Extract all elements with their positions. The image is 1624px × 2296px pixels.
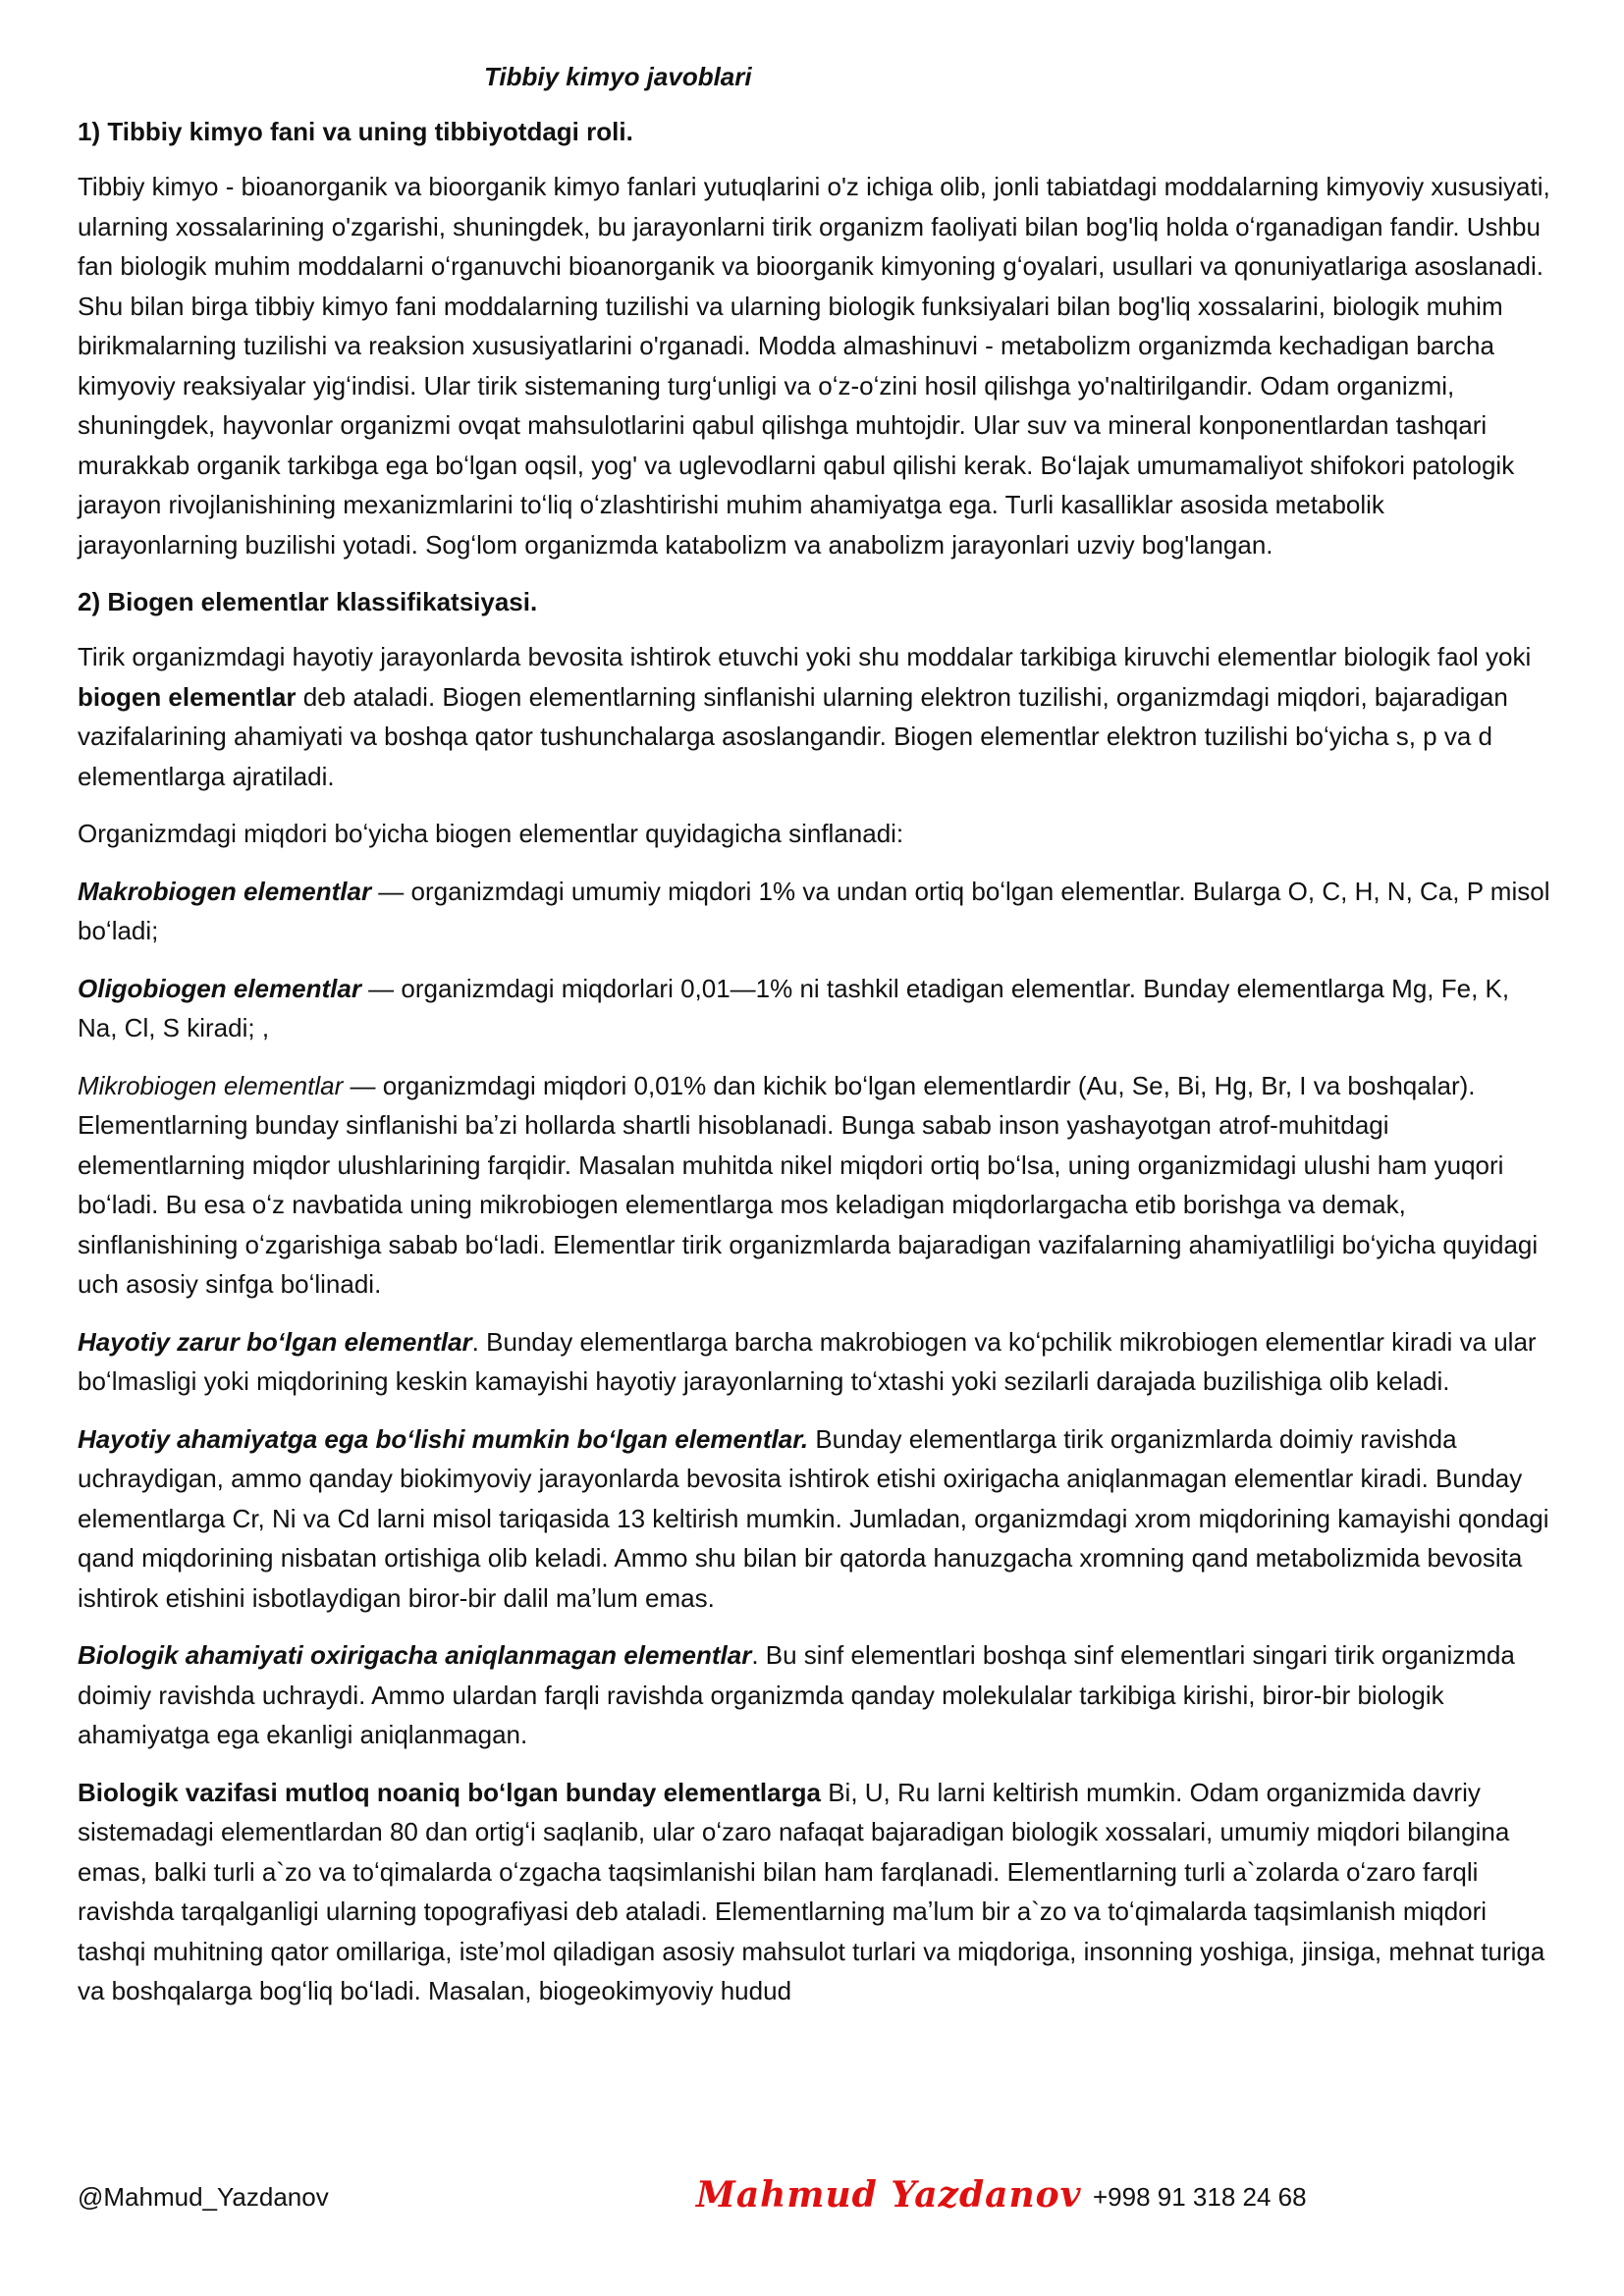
oligo-text: — organizmdagi miqdorlari 0,01—1% ni tashkil etadigan elementlar. Bunday elementlarga Mg, Fe, K, Na, Cl, S kiradi; , (78, 973, 1510, 1042)
unknown-term: Biologik ahamiyati oxirigacha aniqlanmagan elementlar (78, 1640, 752, 1670)
possible-term: Hayotiy ahamiyatga ega boʻlishi mumkin boʻlgan elementlar. (78, 1423, 809, 1454)
micro-paragraph (78, 1066, 1550, 1305)
footer-handle: @Mahmud_Yazdanov (78, 2182, 329, 2212)
unknown-paragraph (78, 1635, 1550, 1755)
macro-paragraph (78, 872, 1550, 951)
last-paragraph (78, 1773, 1550, 2011)
unknown-text: . Bu sinf elementlari boshqa sinf elementlari singari tirik organizmda doimiy ravishda uchraydi. Ammo ulardan farqli ravishda organizmda qanday molekulalar tarkibiga kirishi, biror-bir biologik ahamiyatga ega ekanligi aniqlanmagan. (78, 1640, 1515, 1749)
possible-text: Bunday elementlarga tirik organizmlarda doimiy ravishda uchraydigan, ammo qanday biokimyoviy jarayonlarda bevosita ishtirok etishi oxirigacha aniqlanmagan elementlar kiradi. Bunday elementlarga Cr, Ni va Cd larni misol tariqasida 13 keltirish mumkin. Jumladan, organizmdagi xrom miqdorining kamayishi qondagi qand miqdorining nisbatan ortishiga olib keladi. Ammo shu bilan bir qatorda hanuzgacha xromning qand metabolizmida bevosita ishtirok etishini isbotlaydigan biror-bir dalil maʼlum emas. (78, 1423, 1549, 1613)
macro-text: — organizmdagi umumiy miqdori 1% va undan ortiq boʻlgan elementlar. Bularga O, C, H, N, Ca, P misol boʻladi; (78, 876, 1550, 945)
document-title: Tibbiy kimyo javoblari (484, 62, 752, 91)
page-footer (78, 2174, 1550, 2233)
vital-term: Hayotiy zarur boʻlgan elementlar (78, 1326, 472, 1357)
last-term: Biologik vazifasi mutloq noaniq boʻlgan bunday elementlarga (78, 1777, 821, 1807)
biogen-term: biogen elementlar (78, 681, 297, 712)
last-text: Bi, U, Ru larni keltirish mumkin. Odam organizmida davriy sistemadagi elementlardan 80 dan ortigʻi saqlanib, ular oʻzaro nafaqat bajaradigan biologik xossalari, umumiy miqdori bilangina emas, balki turli a`zo va toʻqimalarda oʻzgacha taqsimlanishi bilan ham farqlanadi. Elementlarning turli a`zolarda oʻzaro farqli ravishda tarqalganligi ularning topografiyasi deb ataladi. Elementlarning maʼlum bir a`zo va toʻqimalarda taqsimlanish miqdori tashqi muhitning qator omillariga, isteʼmol qiladigan asosiy mahsulot turlari va miqdoriga, insonning yoshiga, jinsiga, mehnat turiga va boshqalarga bogʻliq boʻladi. Masalan, biogeokimyoviy hudud (78, 1777, 1545, 2005)
micro-term: Mikrobiogen elementlar (78, 1070, 344, 1100)
possible-paragraph (78, 1419, 1550, 1619)
vital-text: . Bunday elementlarga barcha makrobiogen va koʻpchilik mikrobiogen elementlar kiradi va ular boʻlmasligi yoki miqdorining keskin kamayishi hayotiy jarayonlarning toʻxtashi yoki sezilarli darajada buzilishiga olib keladi. (78, 1326, 1537, 1396)
footer-signature: Mahmud Yazdanov (696, 2174, 1082, 2216)
document-page (78, 59, 1550, 2029)
footer-phone: +998 91 318 24 68 (1093, 2182, 1307, 2212)
macro-term: Makrobiogen elementlar (78, 876, 372, 906)
classification-intro: Organizmdagi miqdori boʻyicha biogen elementlar quyidagicha sinflanadi: (78, 819, 904, 848)
oligo-term: Oligobiogen elementlar (78, 973, 361, 1003)
section1-heading: 1) Tibbiy kimyo fani va uning tibbiyotdagi roli. (78, 117, 633, 146)
biogen-text-a: Tirik organizmdagi hayotiy jarayonlarda bevosita ishtirok etuvchi yoki shu moddalar tarkibiga kiruvchi elementlar biologik faol yoki (78, 642, 1532, 671)
section2-heading: 2) Biogen elementlar klassifikatsiyasi. (78, 587, 538, 616)
biogen-definition-paragraph (78, 637, 1550, 796)
micro-text: — organizmdagi miqdori 0,01% dan kichik boʻlgan elementlardir (Au, Se, Bi, Hg, Br, I va boshqalar). Elementlarning bunday sinflanishi baʼzi hollarda shartli hisoblanadi. Bunga sabab inson yashayotgan atrof-muhitdagi elementlarning miqdor ulushlarining farqidir. Masalan muhitda nikel miqdori ortiq boʻlsa, uning organizmidagi ulushi ham yuqori boʻladi. Bu esa oʻz navbatida uning mikrobiogen elementlarga mos keladigan miqdorlargacha etib borishga va demak, sinflanishining oʻzgarishiga sabab boʻladi. Elementlar tirik organizmlarda bajaradigan vazifalarning ahamiyatliligi boʻyicha quyidagi uch asosiy sinfga boʻlinadi. (78, 1070, 1539, 1299)
oligo-paragraph (78, 969, 1550, 1048)
vital-paragraph (78, 1322, 1550, 1402)
biogen-text-b: deb ataladi. Biogen elementlarning sinflanishi ularning elektron tuzilishi, organizmdagi miqdori, bajaradigan vazifalarining ahamiyati va boshqa qator tushunchalarga asoslangandir. Biogen elementlar elektron tuzilishi boʻyicha s, p va d elementlarga ajratiladi. (78, 681, 1508, 791)
section1-paragraph: Tibbiy kimyo - bioanorganik va bioorganik kimyo fanlari yutuqlarini o'z ichiga olib, jonli tabiatdagi moddalarning kimyoviy xususiyati, ularning xossalarining o'zgarishi, shuningdek, bu jarayonlarni tirik organizm faoliyati bilan bog'liq holda oʻrganadigan fandir. Ushbu fan biologik muhim moddalarni oʻrganuvchi bioanorganik va bioorganik kimyoning gʻoyalari, usullari va qonuniyatlariga asoslanadi. Shu bilan birga tibbiy kimyo fani moddalarning tuzilishi va ularning biologik funksiyalari bilan bog'liq xossalarini, biologik muhim birikmalarning tuzilishi va reaksion xususiyatlarini o'rganadi. Modda almashinuvi - metabolizm organizmda kechadigan barcha kimyoviy reaksiyalar yigʻindisi. Ular tirik sistemaning turgʻunligi va oʻz-oʻzini hosil qilishga yo'naltirilgandir. Odam organizmi, shuningdek, hayvonlar organizmi ovqat mahsulotlarini qabul qilishga muhtojdir. Ular suv va mineral konponentlardan tashqari murakkab organik tarkibga ega boʻlgan oqsil, yog' va uglevodlarni qabul qilishi kerak. Boʻlajak umumamaliyot shifokori patologik jarayon rivojlanishining mexanizmlarini toʻliq oʻzlashtirishi muhim ahamiyatga ega. Turli kasalliklar asosida metabolik jarayonlarning buzilishi yotadi. Sogʻlom organizmda katabolizm va anabolizm jarayonlari uzviy bog'langan. (78, 172, 1550, 560)
